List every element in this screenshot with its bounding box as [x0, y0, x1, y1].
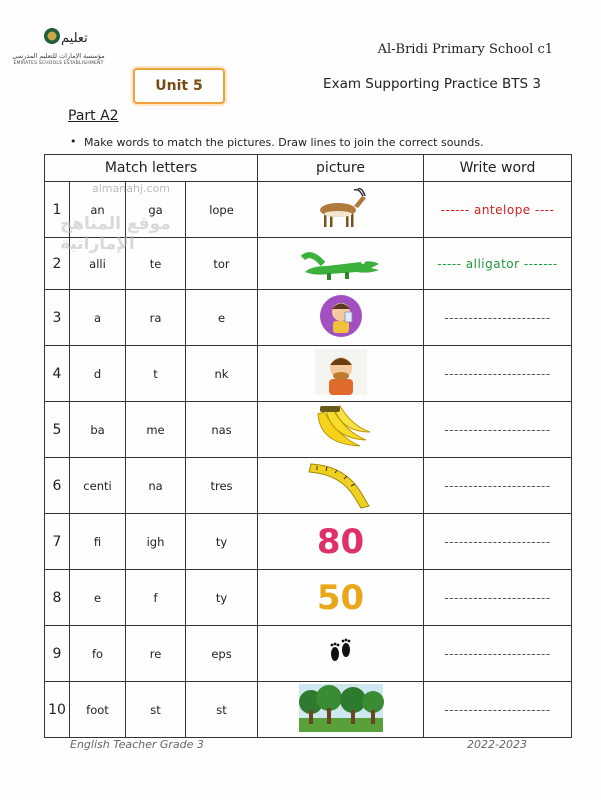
letters-part-3: ty: [186, 570, 258, 626]
watermark-english: almanahj.com: [92, 182, 170, 195]
exam-title: Exam Supporting Practice BTS 3: [323, 76, 541, 92]
write-word-cell[interactable]: [424, 182, 572, 238]
picture-cell: [258, 290, 424, 346]
logo-mark-icon: [42, 22, 88, 52]
write-word-cell[interactable]: ----------------------: [424, 514, 572, 570]
logo-english-subtitle: EMIRATES SCHOOLS ESTABLISHMENT: [13, 61, 104, 66]
letters-part-1: fi: [70, 514, 126, 570]
row-number: 10: [45, 682, 70, 738]
write-word-cell[interactable]: ----------------------: [424, 346, 572, 402]
write-word-cell[interactable]: ----------------------: [424, 626, 572, 682]
row-number: 6: [45, 458, 70, 514]
row-number: 4: [45, 346, 70, 402]
letters-part-1: d: [70, 346, 126, 402]
picture-cell: [258, 626, 424, 682]
letters-part-1: an: [70, 182, 126, 238]
letters-part-2: st: [126, 682, 186, 738]
number-50-icon: 50: [316, 577, 365, 618]
write-word-cell[interactable]: ----------------------: [424, 682, 572, 738]
letters-part-1: fo: [70, 626, 126, 682]
letters-part-3: st: [186, 682, 258, 738]
picture-cell: [258, 346, 424, 402]
letters-part-2: igh: [126, 514, 186, 570]
table-row: [45, 238, 572, 290]
letters-part-1: alli: [70, 238, 126, 290]
letters-part-2: re: [126, 626, 186, 682]
row-number: 7: [45, 514, 70, 570]
footer-year: 2022-2023: [467, 738, 527, 751]
letters-part-3: nk: [186, 346, 258, 402]
picture-cell: [258, 182, 424, 238]
bananas-icon: [310, 404, 372, 455]
emirates-schools-logo: [6, 22, 111, 72]
table-header-row: [45, 155, 572, 182]
table-row: [45, 402, 572, 458]
row-number: 8: [45, 570, 70, 626]
table-row: [45, 570, 572, 626]
row-number: 3: [45, 290, 70, 346]
letters-part-2: me: [126, 402, 186, 458]
watermark-arabic: موقع المناهج الإماراتية: [60, 214, 171, 254]
letters-part-1: centi: [70, 458, 126, 514]
picture-cell: [258, 570, 424, 626]
row-number: 5: [45, 402, 70, 458]
measuring-tape-icon: [307, 458, 375, 513]
letters-part-1: a: [70, 290, 126, 346]
footer-teacher: English Teacher Grade 3: [70, 738, 204, 751]
table-row: [45, 290, 572, 346]
row-number: 9: [45, 626, 70, 682]
table-row: [45, 346, 572, 402]
letters-part-3: lope: [186, 182, 258, 238]
forest-icon: [299, 684, 383, 735]
letters-part-1: foot: [70, 682, 126, 738]
letters-part-2: ra: [126, 290, 186, 346]
write-word-cell[interactable]: ----------------------: [424, 458, 572, 514]
letters-part-3: ty: [186, 514, 258, 570]
letters-part-3: tres: [186, 458, 258, 514]
school-name: Al-Bridi Primary School c1: [377, 42, 553, 57]
svg-text:تعليم: تعليم: [61, 31, 88, 46]
header-write-word: Write word: [424, 155, 572, 182]
picture-cell: [258, 458, 424, 514]
picture-cell: [258, 238, 424, 290]
header-picture: picture: [258, 155, 424, 182]
table-row: [45, 626, 572, 682]
letters-part-2: na: [126, 458, 186, 514]
boy-eating-icon: [315, 349, 367, 398]
logo-arabic-subtitle: مؤسسة الإمارات للتعليم المدرسي: [12, 52, 105, 60]
alligator-icon: [301, 240, 381, 287]
match-words-table: [44, 154, 572, 738]
unit-label: Unit 5: [133, 68, 225, 104]
letters-part-3: nas: [186, 402, 258, 458]
letters-part-1: ba: [70, 402, 126, 458]
written-word: ----- alligator -------: [437, 256, 558, 271]
letters-part-2: f: [126, 570, 186, 626]
table-row: [45, 182, 572, 238]
letters-part-2: t: [126, 346, 186, 402]
letters-part-3: e: [186, 290, 258, 346]
instruction-text: • Make words to match the pictures. Draw lines to join the correct sounds.: [84, 136, 484, 149]
row-number: 1: [45, 182, 70, 238]
write-word-cell[interactable]: ----------------------: [424, 570, 572, 626]
table-row: [45, 458, 572, 514]
picture-cell: [258, 402, 424, 458]
table-row: [45, 514, 572, 570]
write-word-cell[interactable]: ----------------------: [424, 402, 572, 458]
antelope-icon: [304, 188, 378, 231]
letters-part-3: tor: [186, 238, 258, 290]
part-heading: Part A2: [68, 108, 119, 124]
picture-cell: [258, 514, 424, 570]
footprints-icon: [326, 637, 356, 670]
picture-cell: [258, 682, 424, 738]
write-word-cell[interactable]: ----------------------: [424, 290, 572, 346]
header-match-letters: Match letters: [45, 155, 258, 182]
number-80-icon: 80: [316, 521, 365, 562]
table-row: [45, 682, 572, 738]
written-word: ------ antelope ----: [440, 202, 555, 217]
letters-part-1: e: [70, 570, 126, 626]
row-number: 2: [45, 238, 70, 290]
letters-part-2: ga: [126, 182, 186, 238]
letters-part-2: te: [126, 238, 186, 290]
boy-drinking-icon: [319, 294, 363, 341]
letters-part-3: eps: [186, 626, 258, 682]
write-word-cell[interactable]: [424, 238, 572, 290]
